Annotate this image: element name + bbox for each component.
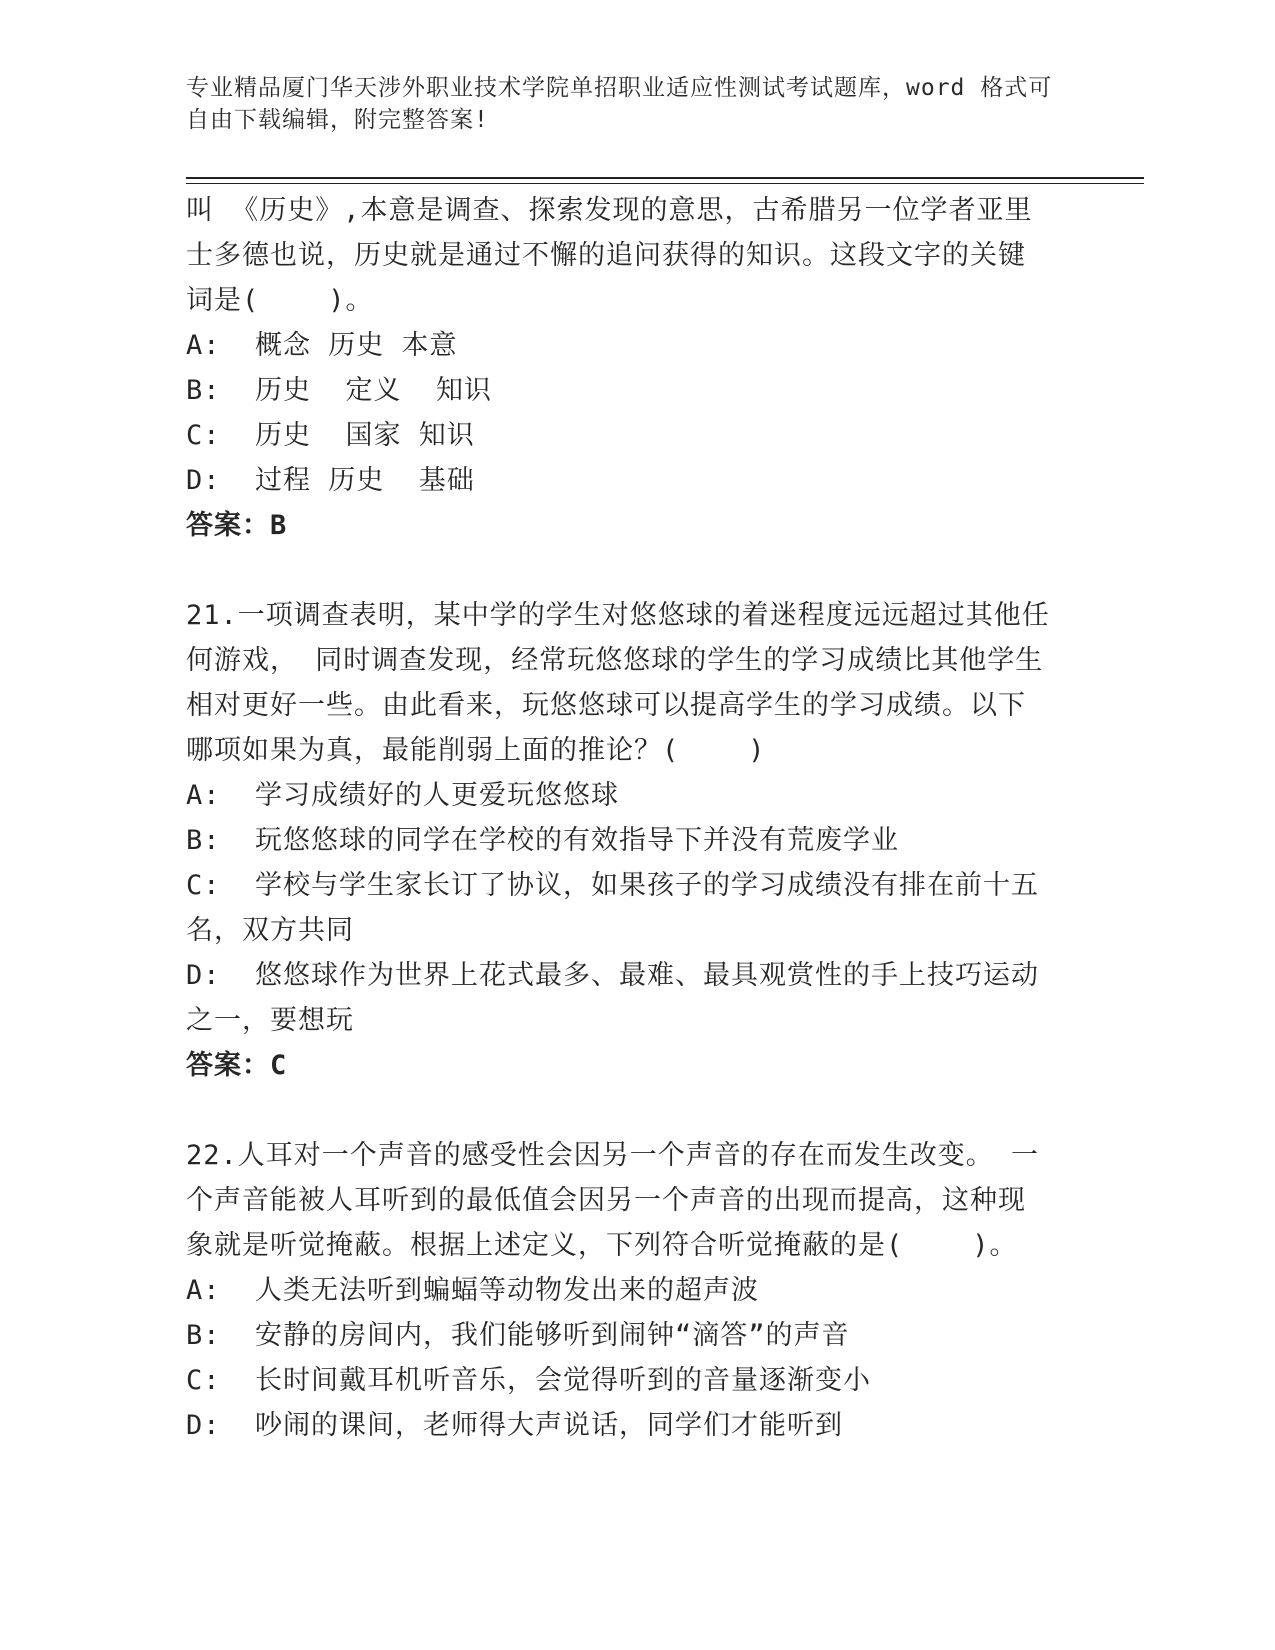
header-line: 专业精品厦门华天涉外职业技术学院单招职业适应性测试考试题库，word 格式可 [186,75,1053,101]
option-b: B: 玩悠悠球的同学在学校的有效指导下并没有荒废学业 [186,825,900,856]
question-text: 22.人耳对一个声音的感受性会因另一个声音的存在而发生改变。 一 [186,1140,1040,1171]
question-22 [186,1133,1066,1448]
option-a: A: 概念 历史 本意 [186,330,458,361]
question-text: 哪项如果为真，最能削弱上面的推论？( ) [186,735,766,766]
option-d-continued: 之一，要想玩 [186,1005,354,1036]
option-d: D: 悠悠球作为世界上花式最多、最难、最具观赏性的手上技巧运动 [186,960,1040,991]
page-header [186,72,1066,136]
option-b: B: 历史 定义 知识 [186,375,493,406]
question-text: 象就是听觉掩蔽。根据上述定义，下列符合听觉掩蔽的是( )。 [186,1230,1018,1261]
header-divider [186,177,1144,179]
option-c-continued: 名，双方共同 [186,915,354,946]
question-text: 何游戏， 同时调查发现，经常玩悠悠球的学生的学习成绩比其他学生 [186,645,1044,676]
header-line: 自由下载编辑，附完整答案! [186,107,489,133]
question-21 [186,593,1066,1088]
option-a: A: 人类无法听到蝙蝠等动物发出来的超声波 [186,1275,760,1306]
answer: 答案：C [186,1050,288,1081]
question-text: 士多德也说，历史就是通过不懈的追问获得的知识。这段文字的关键 [186,240,1026,271]
option-c: C: 学校与学生家长订了协议，如果孩子的学习成绩没有排在前十五 [186,870,1040,901]
question-text: 词是( )。 [186,285,374,316]
question-text: 21.一项调查表明，某中学的学生对悠悠球的着迷程度远远超过其他任 [186,600,1050,631]
header-divider [186,183,1144,184]
question-20 [186,188,1066,548]
option-a: A: 学习成绩好的人更爱玩悠悠球 [186,780,620,811]
question-text: 相对更好一些。由此看来，玩悠悠球可以提高学生的学习成绩。以下 [186,690,1026,721]
answer: 答案：B [186,510,288,541]
option-c: C: 长时间戴耳机听音乐，会觉得听到的音量逐渐变小 [186,1365,872,1396]
option-b: B: 安静的房间内，我们能够听到闹钟“滴答”的声音 [186,1320,850,1351]
option-c: C: 历史 国家 知识 [186,420,475,451]
question-text: 叫 《历史》,本意是调查、探索发现的意思，古希腊另一位学者亚里 [186,195,1033,226]
question-text: 个声音能被人耳听到的最低值会因另一个声音的出现而提高，这种现 [186,1185,1026,1216]
question-list [186,188,1066,1448]
option-d: D: 吵闹的课间，老师得大声说话，同学们才能听到 [186,1410,844,1441]
option-d: D: 过程 历史 基础 [186,465,475,496]
